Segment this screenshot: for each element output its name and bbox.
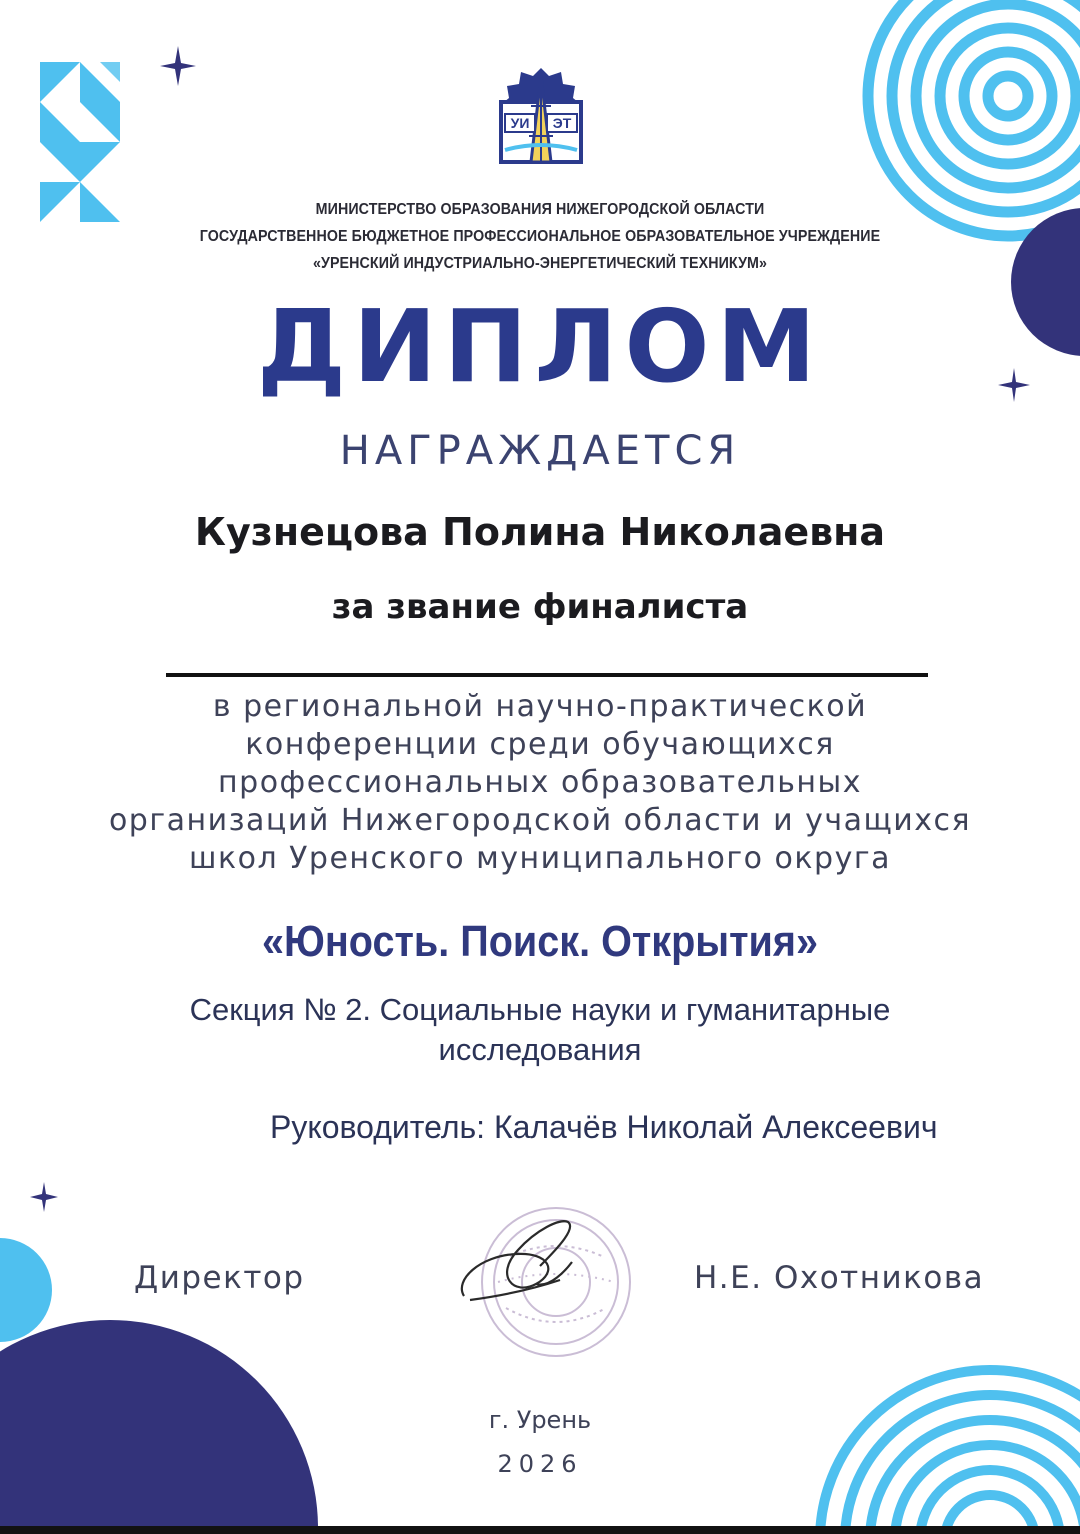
awarded-label: НАГРАЖДАЕТСЯ — [339, 428, 741, 474]
logo-left-text: УИ — [510, 115, 530, 131]
event-line: школ Уренского муниципального округа — [189, 841, 891, 876]
year-label: 2026 — [497, 1450, 583, 1478]
logo-right-text: ЭТ — [552, 115, 572, 131]
director-label: Директор — [134, 1260, 305, 1296]
divider-line — [166, 673, 928, 677]
organization-line-1: МИНИСТЕРСТВО ОБРАЗОВАНИЯ НИЖЕГОРОДСКОЙ ОБЛАСТИ — [315, 201, 765, 218]
mentor-line: Руководитель: Калачёв Николай Алексеевич — [270, 1109, 938, 1145]
event-line: в региональной научно-практической — [212, 689, 868, 724]
organization-line-3: «УРЕНСКИЙ ИНДУСТРИАЛЬНО-ЭНЕРГЕТИЧЕСКИЙ ТЕХНИКУМ» — [312, 255, 768, 272]
diploma-title: ДИПЛОМ — [256, 288, 824, 405]
section-line-1: Секция № 2. Социальные науки и гуманитарные — [189, 992, 891, 1027]
section-info — [0, 990, 1080, 1070]
event-description — [0, 688, 1080, 878]
organization-line-2: ГОСУДАРСТВЕННОЕ БЮДЖЕТНОЕ ПРОФЕССИОНАЛЬНОЕ ОБРАЗОВАТЕЛЬНОЕ УЧРЕЖДЕНИЕ — [199, 228, 881, 245]
award-reason: за звание финалиста — [331, 587, 749, 627]
blue-circle-left — [0, 1238, 52, 1342]
event-line: организаций Нижегородской области и учащихся — [108, 803, 972, 838]
college-emblem-icon — [485, 66, 597, 170]
city-label: г. Урень — [488, 1406, 592, 1434]
bottom-edge — [0, 1526, 1080, 1534]
conference-name: «Юность. Поиск. Открытия» — [262, 917, 818, 966]
event-line: профессиональных образовательных — [218, 765, 862, 800]
organization-header — [43, 196, 1037, 277]
recipient-name: Кузнецова Полина Николаевна — [194, 510, 886, 554]
stamp-seal-icon — [440, 1196, 650, 1376]
section-line-2: исследования — [438, 1032, 642, 1067]
event-line: конференции среди обучающихся — [245, 727, 835, 762]
director-name: Н.Е. Охотникова — [694, 1260, 985, 1296]
